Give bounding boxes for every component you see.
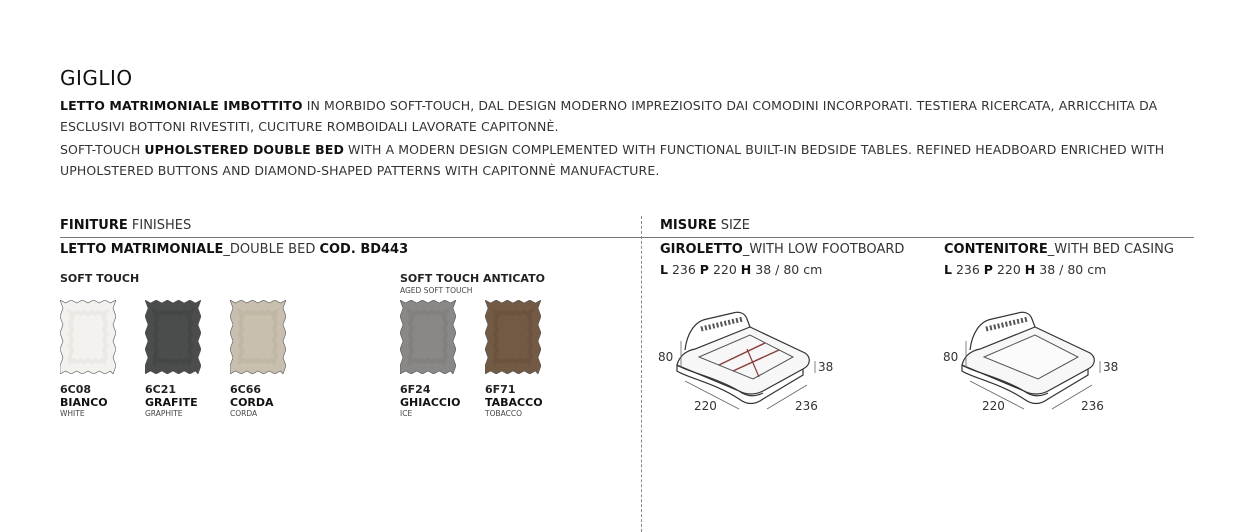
description-english-text: WITH A MODERN DESIGN COMPLEMENTED WITH FUNCTIONAL BUILT-IN BEDSIDE TABLES. REFINED HEADBOARD ENRICHED WITH UPHOLSTERED BUTTONS AND DIAMOND-SHAPED PATTERNS WITH CAPITONNÈ MANUFACTURE. xyxy=(60,142,1165,178)
finish-code: 6C66 xyxy=(230,383,262,396)
description-italian xyxy=(60,95,1190,137)
finish-name: GHIACCIO xyxy=(400,396,461,409)
dim-p-value: 220 xyxy=(712,262,737,277)
size-variant-casing-title-it: CONTENITORE xyxy=(944,242,1048,257)
dim-h-value: 38 / 80 cm xyxy=(755,262,823,277)
finish-code: 6F24 xyxy=(400,383,431,396)
dim-base-label-1: 38 xyxy=(818,360,834,374)
size-variant-footboard-dims xyxy=(660,262,822,277)
dim-letter-p: P xyxy=(699,262,709,277)
finish-swatch xyxy=(60,300,116,374)
finish-name: CORDA xyxy=(230,396,274,409)
size-variant-casing-title xyxy=(944,242,1174,257)
bed-model-line xyxy=(60,242,408,257)
finish-swatch xyxy=(145,300,201,374)
dim-width-label-1: 220 xyxy=(694,399,717,413)
dim-p-value-2: 220 xyxy=(996,262,1021,277)
product-title: GIGLIO xyxy=(60,66,133,90)
description-italian-bold: LETTO MATRIMONIALE IMBOTTITO xyxy=(60,98,303,113)
dim-letter-l: L xyxy=(660,262,668,277)
dim-l-value-2: 236 xyxy=(955,262,980,277)
bed-name-it: LETTO MATRIMONIALE xyxy=(60,242,224,257)
dim-l-value: 236 xyxy=(671,262,696,277)
finish-swatch xyxy=(230,300,286,374)
dim-length-label-1: 236 xyxy=(795,399,818,413)
finish-swatch xyxy=(485,300,541,374)
finish-swatch xyxy=(400,300,456,374)
dim-letter-p-2: P xyxy=(983,262,993,277)
finish-name-en: TOBACCO xyxy=(485,409,523,418)
finish-swatch-label xyxy=(400,383,480,419)
size-variant-casing-dims xyxy=(944,262,1106,277)
finish-group-aged: SOFT TOUCH ANTICATO xyxy=(400,272,545,285)
finishes-heading-it: FINITURE xyxy=(60,218,128,233)
dim-length-label-2: 236 xyxy=(1081,399,1104,413)
finish-group-soft-touch: SOFT TOUCH xyxy=(60,272,140,285)
dim-letter-h-2: H xyxy=(1024,262,1036,277)
finish-name: GRAFITE xyxy=(145,396,198,409)
dim-height-label-1: 80 xyxy=(658,350,674,364)
finish-code: 6F71 xyxy=(485,383,516,396)
dim-letter-h: H xyxy=(740,262,752,277)
size-variant-footboard-title xyxy=(660,242,904,257)
description-italian-text: IN MORBIDO SOFT-TOUCH, DAL DESIGN MODERNO IMPREZIOSITO DAI COMODINI INCORPORATI. TESTIERA RICERCATA, ARRICCHITA DA ESCLUSIVI BOTTONI RIVESTITI, CUCITURE ROMBOIDALI LAVORATE CAPITONNÈ. xyxy=(60,98,1158,134)
finishes-heading xyxy=(60,218,191,233)
dim-base-label-2: 38 xyxy=(1103,360,1119,374)
finish-name-en: ICE xyxy=(400,409,413,418)
finishes-divider xyxy=(60,237,641,238)
finish-code: 6C08 xyxy=(60,383,92,396)
dim-letter-l-2: L xyxy=(944,262,952,277)
finishes-heading-en: FINISHES xyxy=(127,218,192,233)
size-variant-footboard-title-en: _WITH LOW FOOTBOARD xyxy=(742,242,905,257)
finish-name: TABACCO xyxy=(485,396,543,409)
dim-h-value-2: 38 / 80 cm xyxy=(1039,262,1107,277)
finish-name-en: WHITE xyxy=(60,409,85,418)
size-variant-casing-title-en: _WITH BED CASING xyxy=(1047,242,1174,257)
finish-code: 6C21 xyxy=(145,383,177,396)
finish-swatch-label xyxy=(145,383,225,419)
column-separator xyxy=(641,216,642,532)
finish-group-aged-subtitle: AGED SOFT TOUCH xyxy=(400,286,473,295)
bed-code: COD. BD443 xyxy=(319,242,409,257)
dim-width-label-2: 220 xyxy=(982,399,1005,413)
sizes-heading-it: MISURE xyxy=(660,218,717,233)
sizes-heading xyxy=(660,218,750,233)
dim-height-label-2: 80 xyxy=(943,350,959,364)
finish-name-en: GRAPHITE xyxy=(145,409,183,418)
finish-swatch-label xyxy=(485,383,565,419)
description-english-bold: UPHOLSTERED DOUBLE BED xyxy=(144,142,344,157)
bed-name-en: _DOUBLE BED xyxy=(223,242,320,257)
finish-swatch-label xyxy=(230,383,310,419)
description-english-pre: SOFT-TOUCH xyxy=(60,142,145,157)
size-variant-footboard-title-it: GIROLETTO xyxy=(660,242,743,257)
finish-name: BIANCO xyxy=(60,396,108,409)
sizes-heading-en: SIZE xyxy=(716,218,750,233)
finish-name-en: CORDA xyxy=(230,409,258,418)
finish-swatch-label xyxy=(60,383,140,419)
description-english xyxy=(60,139,1190,181)
sizes-divider xyxy=(642,237,1194,238)
